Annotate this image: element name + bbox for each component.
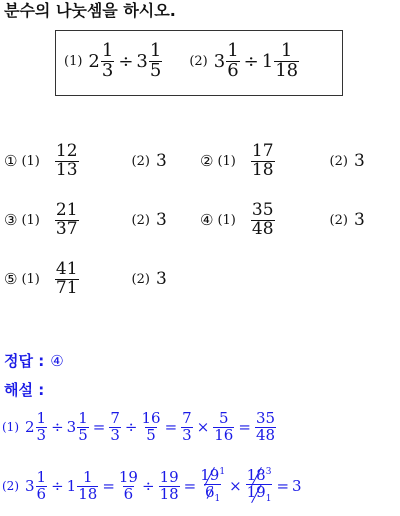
choice-part2-value: 3	[353, 151, 365, 172]
s1-div-1: ÷	[51, 418, 64, 437]
choice-marker: ②	[200, 152, 214, 171]
s1-b-fraction: $\frac{1}{5}$	[78, 409, 88, 444]
s2-e-num-struck: 19	[200, 466, 220, 484]
s2-b-whole: 1	[66, 477, 77, 496]
choice-part1-fraction: $\frac{12}{13}$	[55, 141, 78, 180]
choice-part1-label: (1)	[21, 153, 40, 169]
s2-eq-1: =	[102, 477, 115, 496]
choice-5[interactable]	[4, 261, 167, 298]
s1-e-fraction: $\frac{7}{3}$	[182, 409, 192, 444]
choice-marker: ①	[4, 152, 18, 171]
part1-operator: ÷	[118, 50, 134, 72]
choice-part1-label: (1)	[21, 212, 40, 228]
part1-b-fraction: $\frac{1}{5}$	[149, 40, 162, 81]
choice-part2-value: 3	[155, 269, 167, 290]
part2-a-fraction: $\frac{1}{6}$	[227, 40, 239, 81]
solution-2	[2, 468, 302, 504]
s2-e-fraction-cancelled	[200, 468, 225, 504]
s1-div-2: ÷	[124, 418, 138, 437]
s1-c-fraction: $\frac{7}{3}$	[110, 409, 120, 444]
solution-1	[2, 411, 277, 444]
s2-result: 3	[292, 477, 302, 496]
part2-b-fraction: $\frac{1}{18}$	[275, 40, 299, 81]
choice-part2-value: 3	[155, 151, 167, 172]
s1-eq-2: =	[164, 418, 178, 437]
solution-1-label: (1)	[2, 420, 19, 435]
part1-a-whole: 2	[88, 50, 100, 72]
answer-value: ④	[50, 351, 64, 370]
choice-part1-label: (1)	[217, 153, 236, 169]
choice-part2-label: (2)	[131, 153, 150, 169]
s2-f-num-reduced: 3	[265, 467, 272, 477]
s1-eq-1: =	[92, 418, 106, 437]
explanation-label: 해설 :	[4, 381, 45, 399]
part2-label: (2)	[189, 53, 208, 69]
s2-e-den-struck: 6	[205, 482, 215, 501]
s2-a-fraction: $\frac{1}{6}$	[36, 467, 47, 503]
s2-f-fraction-cancelled	[246, 468, 273, 504]
s2-times: ×	[229, 477, 242, 496]
part2-operator: ÷	[243, 50, 259, 72]
s2-e-den-reduced: 1	[214, 493, 221, 504]
choice-part2-label: (2)	[131, 212, 150, 228]
s1-times: ×	[196, 418, 210, 437]
choice-2[interactable]	[200, 143, 365, 180]
s2-f-num-struck: 18	[246, 466, 266, 484]
s2-c-fraction: $\frac{19}{6}$	[118, 467, 138, 503]
question-expression	[64, 42, 300, 81]
s1-eq-3: =	[238, 418, 251, 437]
choice-part2-label: (2)	[131, 271, 150, 287]
choice-part1-fraction: $\frac{35}{48}$	[251, 200, 274, 239]
part1-a-fraction: $\frac{1}{3}$	[101, 40, 114, 81]
s2-f-den-struck: 19	[246, 482, 266, 501]
s2-div-2: ÷	[141, 477, 155, 496]
answer-label: 정답 :	[4, 352, 45, 370]
choice-part2-value: 3	[155, 210, 167, 231]
part2-b-whole: 1	[261, 50, 274, 72]
solution-2-label: (2)	[2, 479, 19, 494]
s1-result-fraction: $\frac{35}{48}$	[255, 409, 276, 444]
choice-part1-fraction: $\frac{17}{18}$	[251, 141, 274, 180]
s2-eq-2: =	[183, 477, 197, 496]
choice-marker: ⑤	[4, 270, 18, 289]
choice-marker: ④	[200, 211, 214, 230]
s2-f-den-reduced: 1	[265, 493, 272, 504]
choice-part2-value: 3	[353, 210, 365, 231]
choice-part1-fraction: $\frac{21}{37}$	[55, 200, 78, 239]
s1-a-whole: 2	[25, 418, 35, 437]
s1-d-fraction: $\frac{16}{5}$	[141, 409, 161, 444]
choice-4[interactable]	[200, 202, 365, 239]
s2-a-whole: 3	[25, 477, 35, 496]
s2-div-1: ÷	[51, 477, 64, 496]
problem-title: 분수의 나눗셈을 하시오.	[4, 1, 176, 20]
s1-a-fraction: $\frac{1}{3}$	[36, 409, 47, 444]
part2-a-whole: 3	[213, 50, 226, 72]
s1-b-whole: 3	[66, 418, 77, 437]
choice-marker: ③	[4, 211, 18, 230]
s2-eq-3: =	[276, 477, 290, 496]
answer-line	[4, 350, 64, 371]
choice-1[interactable]	[4, 143, 167, 180]
choice-part1-label: (1)	[217, 212, 236, 228]
s1-f-fraction: $\frac{5}{16}$	[214, 409, 234, 444]
s2-b-fraction: $\frac{1}{18}$	[78, 467, 98, 503]
choice-part2-label: (2)	[329, 212, 348, 228]
s2-d-fraction: $\frac{19}{18}$	[159, 467, 179, 503]
choice-3[interactable]	[4, 202, 167, 239]
s2-e-num-reduced: 1	[219, 467, 226, 477]
part1-label: (1)	[64, 53, 83, 69]
choice-part1-label: (1)	[21, 271, 40, 287]
choice-part2-label: (2)	[329, 153, 348, 169]
part1-b-whole: 3	[136, 50, 148, 72]
choice-part1-fraction: $\frac{41}{71}$	[55, 259, 78, 298]
